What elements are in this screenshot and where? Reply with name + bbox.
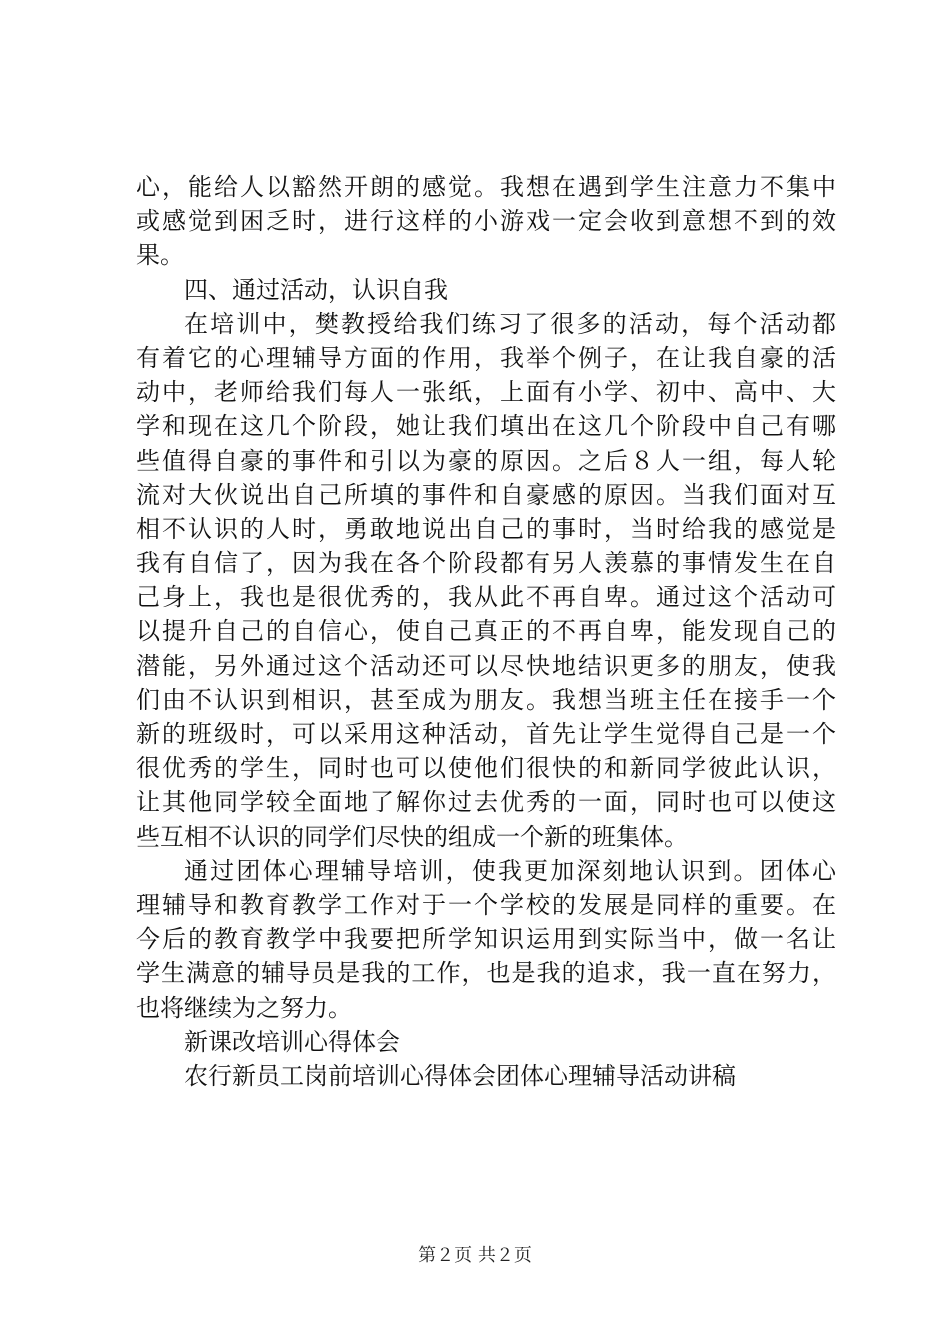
paragraph-line: 些互相不认识的同学们尽快的组成一个新的班集体。 bbox=[136, 822, 688, 851]
related-title: 农行新员工岗前培训心得体会团体心理辅导活动讲稿 bbox=[184, 1061, 736, 1090]
paragraph-line: 通过团体心理辅导培训，使我更加深刻地认识到。团体心 bbox=[184, 856, 836, 885]
paragraph-line: 学和现在这几个阶段，她让我们填出在这几个阶段中自己有哪 bbox=[136, 412, 836, 441]
paragraph-line: 们由不认识到相识，甚至成为朋友。我想当班主任在接手一个 bbox=[136, 685, 836, 714]
paragraph-line: 学生满意的辅导员是我的工作，也是我的追求，我一直在努力， bbox=[136, 959, 836, 988]
section-heading: 四、通过活动，认识自我 bbox=[184, 275, 448, 304]
related-title: 新课改培训心得体会 bbox=[184, 1027, 400, 1056]
page-number-footer: 第２页 共２页 bbox=[418, 1245, 532, 1266]
paragraph-line: 很优秀的学生，同时也可以使他们很快的和新同学彼此认识， bbox=[136, 754, 836, 783]
paragraph-line: 心，能给人以豁然开朗的感觉。我想在遇到学生注意力不集中 bbox=[136, 173, 836, 201]
paragraph-line: 己身上，我也是很优秀的，我从此不再自卑。通过这个活动可 bbox=[136, 583, 836, 612]
paragraph-line: 以提升自己的自信心，使自己真正的不再自卑，能发现自己的 bbox=[136, 617, 836, 646]
paragraph-line: 相不认识的人时，勇敢地说出自己的事时，当时给我的感觉是 bbox=[136, 514, 836, 543]
paragraph-line: 理辅导和教育教学工作对于一个学校的发展是同样的重要。在 bbox=[136, 890, 836, 919]
paragraph-line: 潜能，另外通过这个活动还可以尽快地结识更多的朋友，使我 bbox=[136, 651, 836, 680]
paragraph-line: 或感觉到困乏时，进行这样的小游戏一定会收到意想不到的效 bbox=[136, 207, 836, 236]
paragraph-line: 些值得自豪的事件和引以为豪的原因。之后８人一组，每人轮 bbox=[136, 446, 836, 475]
paragraph-line: 新的班级时，可以采用这种活动，首先让学生觉得自己是一个 bbox=[136, 720, 836, 748]
paragraph-line: 在培训中，樊教授给我们练习了很多的活动，每个活动都 bbox=[184, 309, 836, 338]
paragraph-line: 今后的教育教学中我要把所学知识运用到实际当中，做一名让 bbox=[136, 925, 836, 954]
paragraph-line: 动中，老师给我们每人一张纸，上面有小学、初中、高中、大 bbox=[136, 378, 836, 407]
document-body bbox=[136, 170, 836, 1093]
paragraph-line: 让其他同学较全面地了解你过去优秀的一面，同时也可以使这 bbox=[136, 788, 836, 817]
paragraph-line: 也将继续为之努力。 bbox=[136, 993, 352, 1022]
paragraph-line: 果。 bbox=[136, 241, 184, 270]
paragraph-line: 有着它的心理辅导方面的作用，我举个例子，在让我自豪的活 bbox=[136, 343, 836, 372]
paragraph-line: 流对大伙说出自己所填的事件和自豪感的原因。当我们面对互 bbox=[136, 480, 836, 509]
paragraph-line: 我有自信了，因为我在各个阶段都有另人羡慕的事情发生在自 bbox=[136, 549, 836, 578]
